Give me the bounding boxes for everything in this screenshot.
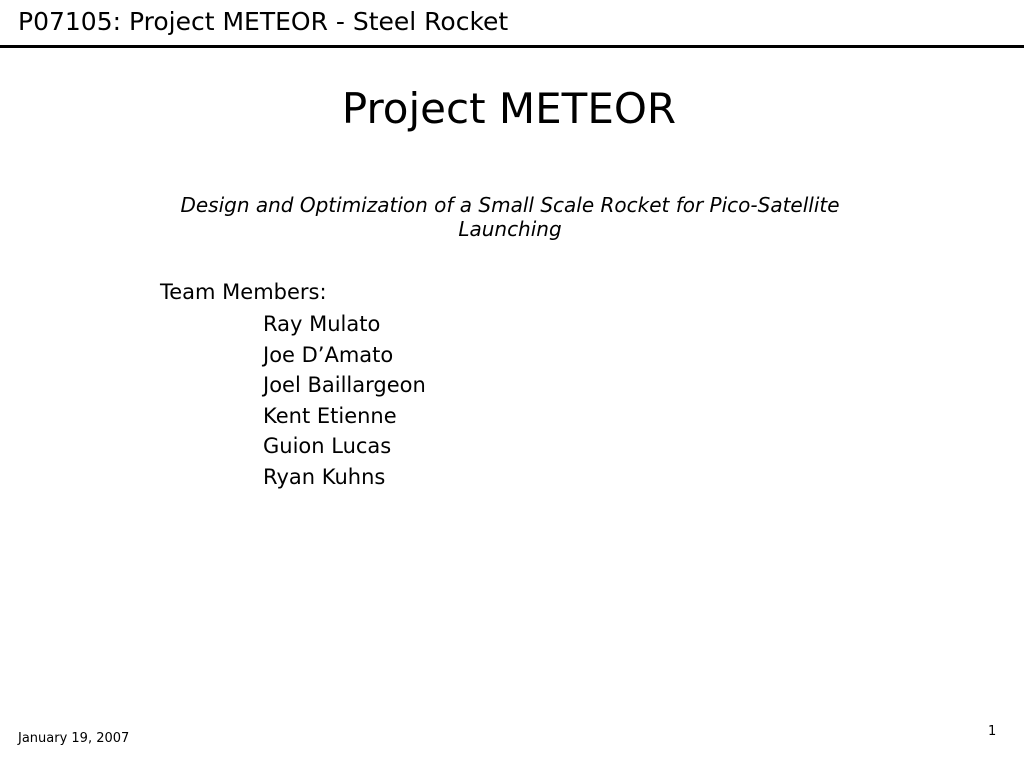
slide-subtitle: Design and Optimization of a Small Scale Rocket for Pico-Satellite Launching <box>180 193 840 241</box>
document-header-title: P07105: Project METEOR - Steel Rocket <box>18 7 509 36</box>
footer-date: January 19, 2007 <box>18 731 130 746</box>
team-member: Kent Etienne <box>263 403 397 428</box>
slide-title: Project METEOR <box>341 84 677 133</box>
team-member: Guion Lucas <box>263 434 392 459</box>
header-divider <box>0 45 1024 48</box>
page-number: 1 <box>988 724 997 739</box>
team-member: Ray Mulato <box>263 312 381 336</box>
team-member: Joe D’Amato <box>263 342 394 367</box>
team-member: Joel Baillargeon <box>263 373 426 398</box>
team-members-list <box>263 309 426 493</box>
team-members-heading: Team Members: <box>160 280 327 304</box>
team-member: Ryan Kuhns <box>263 464 386 489</box>
